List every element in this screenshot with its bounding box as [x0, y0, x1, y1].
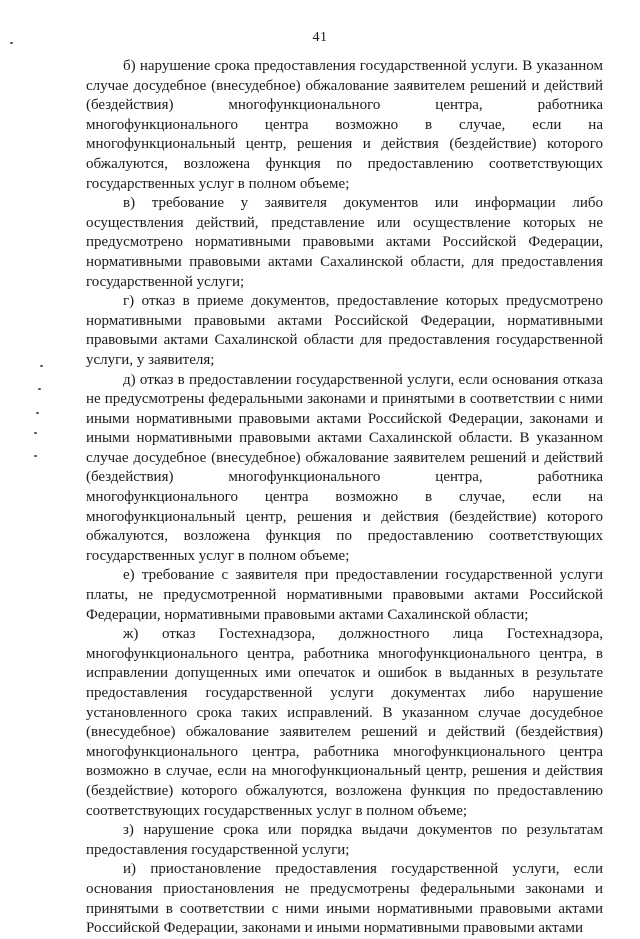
scan-speck — [36, 412, 39, 414]
paragraph-g: г) отказ в приеме документов, предоставление которых предусмотрено нормативными правовыми актами Российской Федерации, нормативными правовыми актами Сахалинской области для предоставления государственной услуги, у заявителя; — [86, 293, 603, 368]
page-number: 41 — [312, 30, 328, 45]
paragraph-zh: ж) отказ Гостехнадзора, должностного лица Гостехнадзора, многофункционального центра, работника многофункционального центра, в исправлении допущенных ими опечаток и ошибок в выданных в результате предоставления государственной услуги документах либо нарушение установленного срока таких исправлений. В указанном случае досудебное (внесудебное) обжалование заявителем решений и действий (бездействия) многофункционального центра, работника многофункционального центра возможно в случае, если на многофункциональный центр, решения и действия (бездействие) которого обжалуются, возложена функция по предоставлению соответствующих государственных услуг в полном объеме; — [86, 626, 603, 819]
scan-speck — [38, 388, 41, 390]
scan-speck — [40, 365, 43, 367]
paragraph-b: б) нарушение срока предоставления государственной услуги. В указанном случае досудебное (внесудебное) обжалование заявителем решений и действий (бездействия) многофункционального центра, работника многофункционального центра возможно в случае, если на многофункциональный центр, решения и действия (бездействие) которого обжалуются, возложена функция по предоставлению соответствующих государственных услуг в полном объеме; — [86, 58, 603, 192]
paragraph-z: з) нарушение срока или порядка выдачи документов по результатам предоставления государственной услуги; — [86, 822, 603, 858]
paragraph-i: и) приостановление предоставления государственной услуги, если основания приостановления не предусмотрены федеральными законами и принятыми в соответствии с ними иными нормативными правовыми актами Российской Федерации, законами и иными нормативными правовыми актами — [86, 861, 603, 937]
document-body — [86, 57, 603, 939]
scan-speck — [34, 455, 37, 457]
scan-speck — [34, 432, 37, 434]
paragraph-d: д) отказ в предоставлении государственной услуги, если основания отказа не предусмотрены федеральными законами и принятыми в соответствии с ними иными нормативными правовыми актами Российской Федерации, законами и иными нормативными правовыми актами Сахалинской области. В указанном случае досудебное (внесудебное) обжалование заявителем решений и действий (бездействия) многофункционального центра, работника многофункционального центра возможно в случае, если на многофункциональный центр, решения и действия (бездействие) которого обжалуются, возложена функция по предоставлению соответствующих государственных услуг в полном объеме; — [86, 371, 603, 564]
paragraph-v: в) требование у заявителя документов или информации либо осуществления действий, представление или осуществление которых не предусмотрено нормативными правовыми актами Российской Федерации, нормативными правовыми актами Сахалинской области, для предоставления государственной услуги; — [86, 195, 603, 290]
scan-speck — [10, 42, 13, 44]
paragraph-e: е) требование с заявителя при предоставлении государственной услуги платы, не предусмотренной нормативными правовыми актами Российской Федерации, нормативными правовыми актами Сахалинской области; — [86, 567, 603, 623]
